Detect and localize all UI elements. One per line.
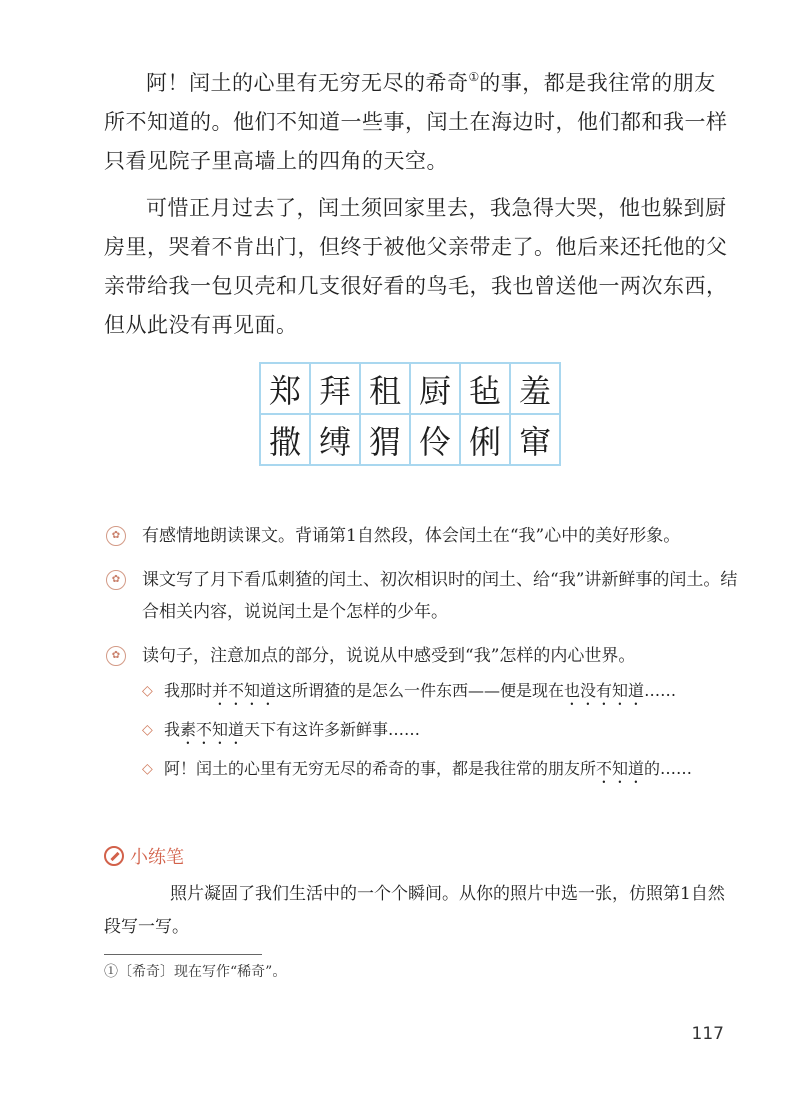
diamond-icon: ◇ bbox=[142, 722, 153, 738]
grid-cell: 郑 bbox=[260, 363, 310, 414]
emphasized-text: 不知道 bbox=[596, 759, 645, 778]
grid-row bbox=[260, 414, 560, 465]
exercise-item: ✿ 读句子，注意加点的部分，说说从中感受到“我”怎样的内心世界。 ◇ 我那时并不知道这所谓猹的是怎么一件东西——便是现在也没有知道…… ◇ 我素不知道天下有这许多新鲜事…… ◇ 阿！闰土的心里有无穷无尽的希奇的事，都是我往常的朋友所不知道的…… bbox=[104, 640, 744, 787]
grid-cell: 猬 bbox=[360, 414, 410, 465]
example-sentence: ◇ 我那时并不知道这所谓猹的是怎么一件东西——便是现在也没有知道…… bbox=[142, 676, 744, 709]
emphasized-text: 也没有知道 bbox=[564, 681, 645, 700]
pen-icon bbox=[104, 846, 124, 866]
example-sentence-list bbox=[142, 676, 744, 787]
practice-prompt: 照片凝固了我们生活中的一个个瞬间。从你的照片中选一张，仿照第1自然段写一写。 bbox=[104, 884, 725, 937]
grid-cell: 俐 bbox=[460, 414, 510, 465]
vocabulary-character-grid bbox=[259, 362, 561, 466]
grid-cell: 拜 bbox=[310, 363, 360, 414]
grid-cell: 撒 bbox=[260, 414, 310, 465]
page-number: 117 bbox=[691, 1024, 724, 1044]
diamond-icon: ◇ bbox=[142, 683, 153, 699]
practice-heading: 小练笔 bbox=[104, 842, 184, 870]
grid-row bbox=[260, 363, 560, 414]
grid-cell: 毡 bbox=[460, 363, 510, 414]
grid-cell: 厨 bbox=[410, 363, 460, 414]
grid-cell: 伶 bbox=[410, 414, 460, 465]
seal-icon: ✿ bbox=[106, 526, 126, 546]
exercise-list bbox=[104, 520, 744, 799]
example-sentence: ◇ 阿！闰土的心里有无穷无尽的希奇的事，都是我往常的朋友所不知道的…… bbox=[142, 754, 744, 787]
seal-icon: ✿ bbox=[106, 646, 126, 666]
exercise-item: ✿ 课文写了月下看瓜刺猹的闰土、初次相识时的闰土、给“我”讲新鲜事的闰土。结合相关内容，说说闰土是个怎样的少年。 bbox=[104, 564, 744, 628]
example-sentence: ◇ 我素不知道天下有这许多新鲜事…… bbox=[142, 715, 744, 748]
emphasized-text: 素不知道 bbox=[180, 720, 245, 739]
paragraph-1: 阿！闰土的心里有无穷无尽的希奇①的事，都是我往常的朋友所不知道的。他们不知道一些事，闰土在海边时，他们都和我一样只看见院子里高墙上的四角的天空。 bbox=[104, 70, 728, 173]
grid-cell: 缚 bbox=[310, 414, 360, 465]
footnote-divider bbox=[104, 954, 262, 955]
exercise-item: ✿ 有感情地朗读课文。背诵第1自然段，体会闰土在“我”心中的美好形象。 bbox=[104, 520, 744, 552]
grid-cell: 租 bbox=[360, 363, 410, 414]
emphasized-text: 并不知道 bbox=[212, 681, 277, 700]
grid-cell: 羞 bbox=[510, 363, 560, 414]
paragraph-2: 可惜正月过去了，闰土须回家里去，我急得大哭，他也躲到厨房里，哭着不肯出门，但终于被他父亲带走了。他后来还托他的父亲带给我一包贝壳和几支很好看的鸟毛，我也曾送他一两次东西，但从此没有再见面。 bbox=[104, 196, 728, 337]
footnote: ①〔希奇〕现在写作“稀奇”。 bbox=[104, 964, 287, 980]
lesson-text bbox=[104, 58, 730, 353]
footnote-reference[interactable]: ① bbox=[468, 70, 480, 84]
diamond-icon: ◇ bbox=[142, 761, 153, 777]
seal-icon: ✿ bbox=[106, 570, 126, 590]
grid-cell: 窜 bbox=[510, 414, 560, 465]
